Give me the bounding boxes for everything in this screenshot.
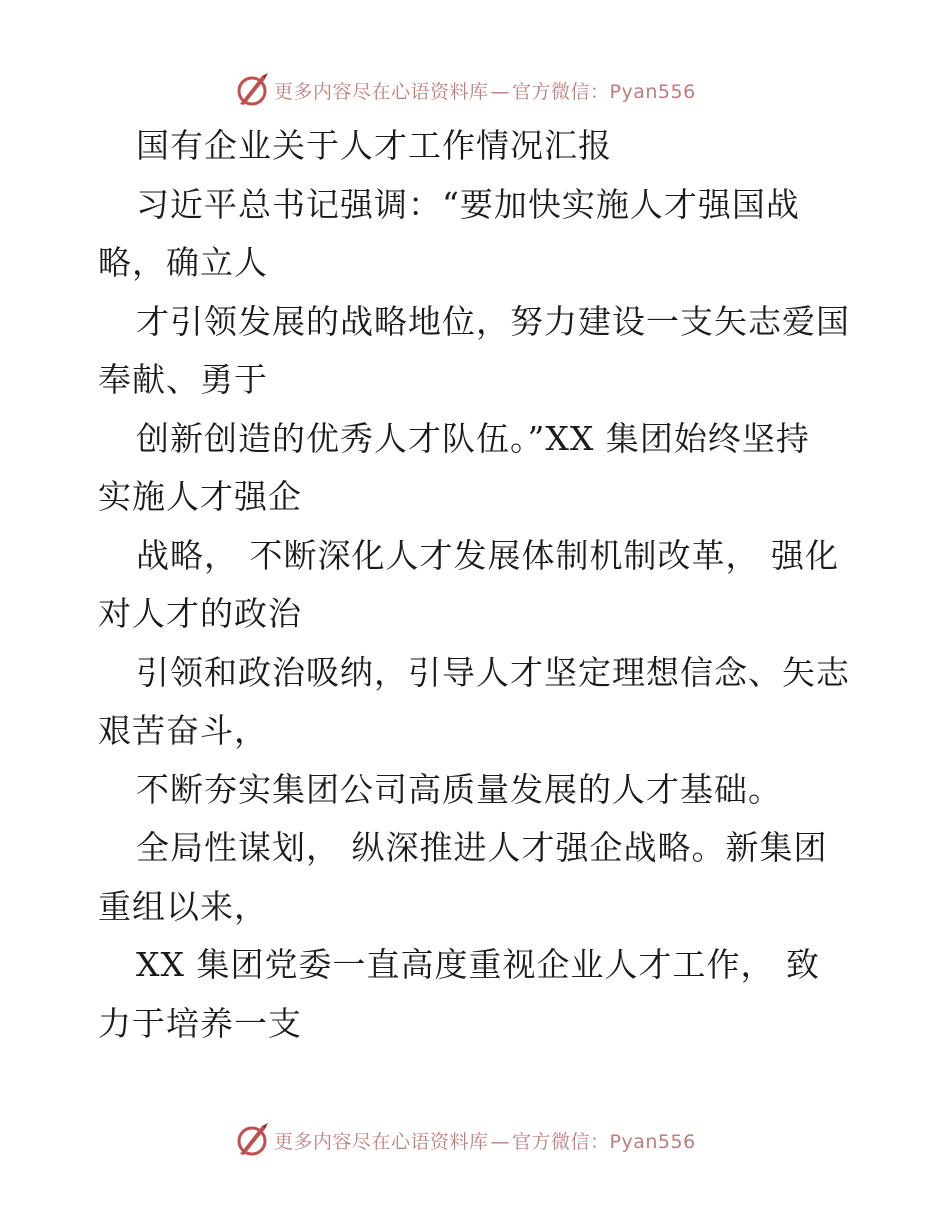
watermark-suffix: 官方微信：Pyan556 bbox=[512, 1130, 696, 1153]
paragraph-line: 战略， 不断深化人才发展体制机制改革， 强化 bbox=[136, 536, 839, 575]
paragraph-line: 力于培养一支 bbox=[98, 1004, 302, 1043]
watermark-text bbox=[274, 1127, 696, 1154]
watermark-text bbox=[274, 77, 696, 104]
paragraph-line: 实施人才强企 bbox=[98, 477, 302, 516]
paragraph-line: 奉献、勇于 bbox=[98, 360, 268, 399]
watermark-main: 更多内容尽在心语资料库 bbox=[274, 1130, 489, 1153]
paragraph-line: 略，确立人 bbox=[98, 243, 268, 282]
footer-watermark bbox=[232, 1120, 696, 1160]
watermark-suffix: 官方微信：Pyan556 bbox=[512, 80, 696, 103]
watermark-main: 更多内容尽在心语资料库 bbox=[274, 80, 489, 103]
paragraph-line: 重组以来， bbox=[98, 887, 268, 926]
paragraph-line: 才引领发展的战略地位，努力建设一支矢志爱国 bbox=[136, 302, 850, 341]
quill-logo-icon bbox=[232, 70, 272, 110]
paragraph-line: 创新创造的优秀人才队伍。”XX 集团始终坚持 bbox=[136, 419, 810, 458]
document-title: 国有企业关于人才工作情况汇报 bbox=[136, 126, 612, 165]
paragraph-line: 引领和政治吸纳，引导人才坚定理想信念、矢志 bbox=[136, 653, 850, 692]
paragraph-line: 习近平总书记强调：“要加快实施人才强国战 bbox=[136, 185, 800, 224]
paragraph-line: XX 集团党委一直高度重视企业人才工作， 致 bbox=[136, 945, 820, 984]
watermark-separator: — bbox=[490, 1130, 511, 1153]
paragraph-line: 对人才的政治 bbox=[98, 594, 302, 633]
paragraph-line: 艰苦奋斗， bbox=[98, 711, 268, 750]
quill-logo-icon bbox=[232, 1120, 272, 1160]
paragraph-line: 不断夯实集团公司高质量发展的人才基础。 bbox=[136, 770, 782, 809]
paragraph-line: 全局性谋划， 纵深推进人才强企战略。新集团 bbox=[136, 828, 828, 867]
watermark-separator: — bbox=[490, 80, 511, 103]
header-watermark bbox=[232, 70, 696, 110]
